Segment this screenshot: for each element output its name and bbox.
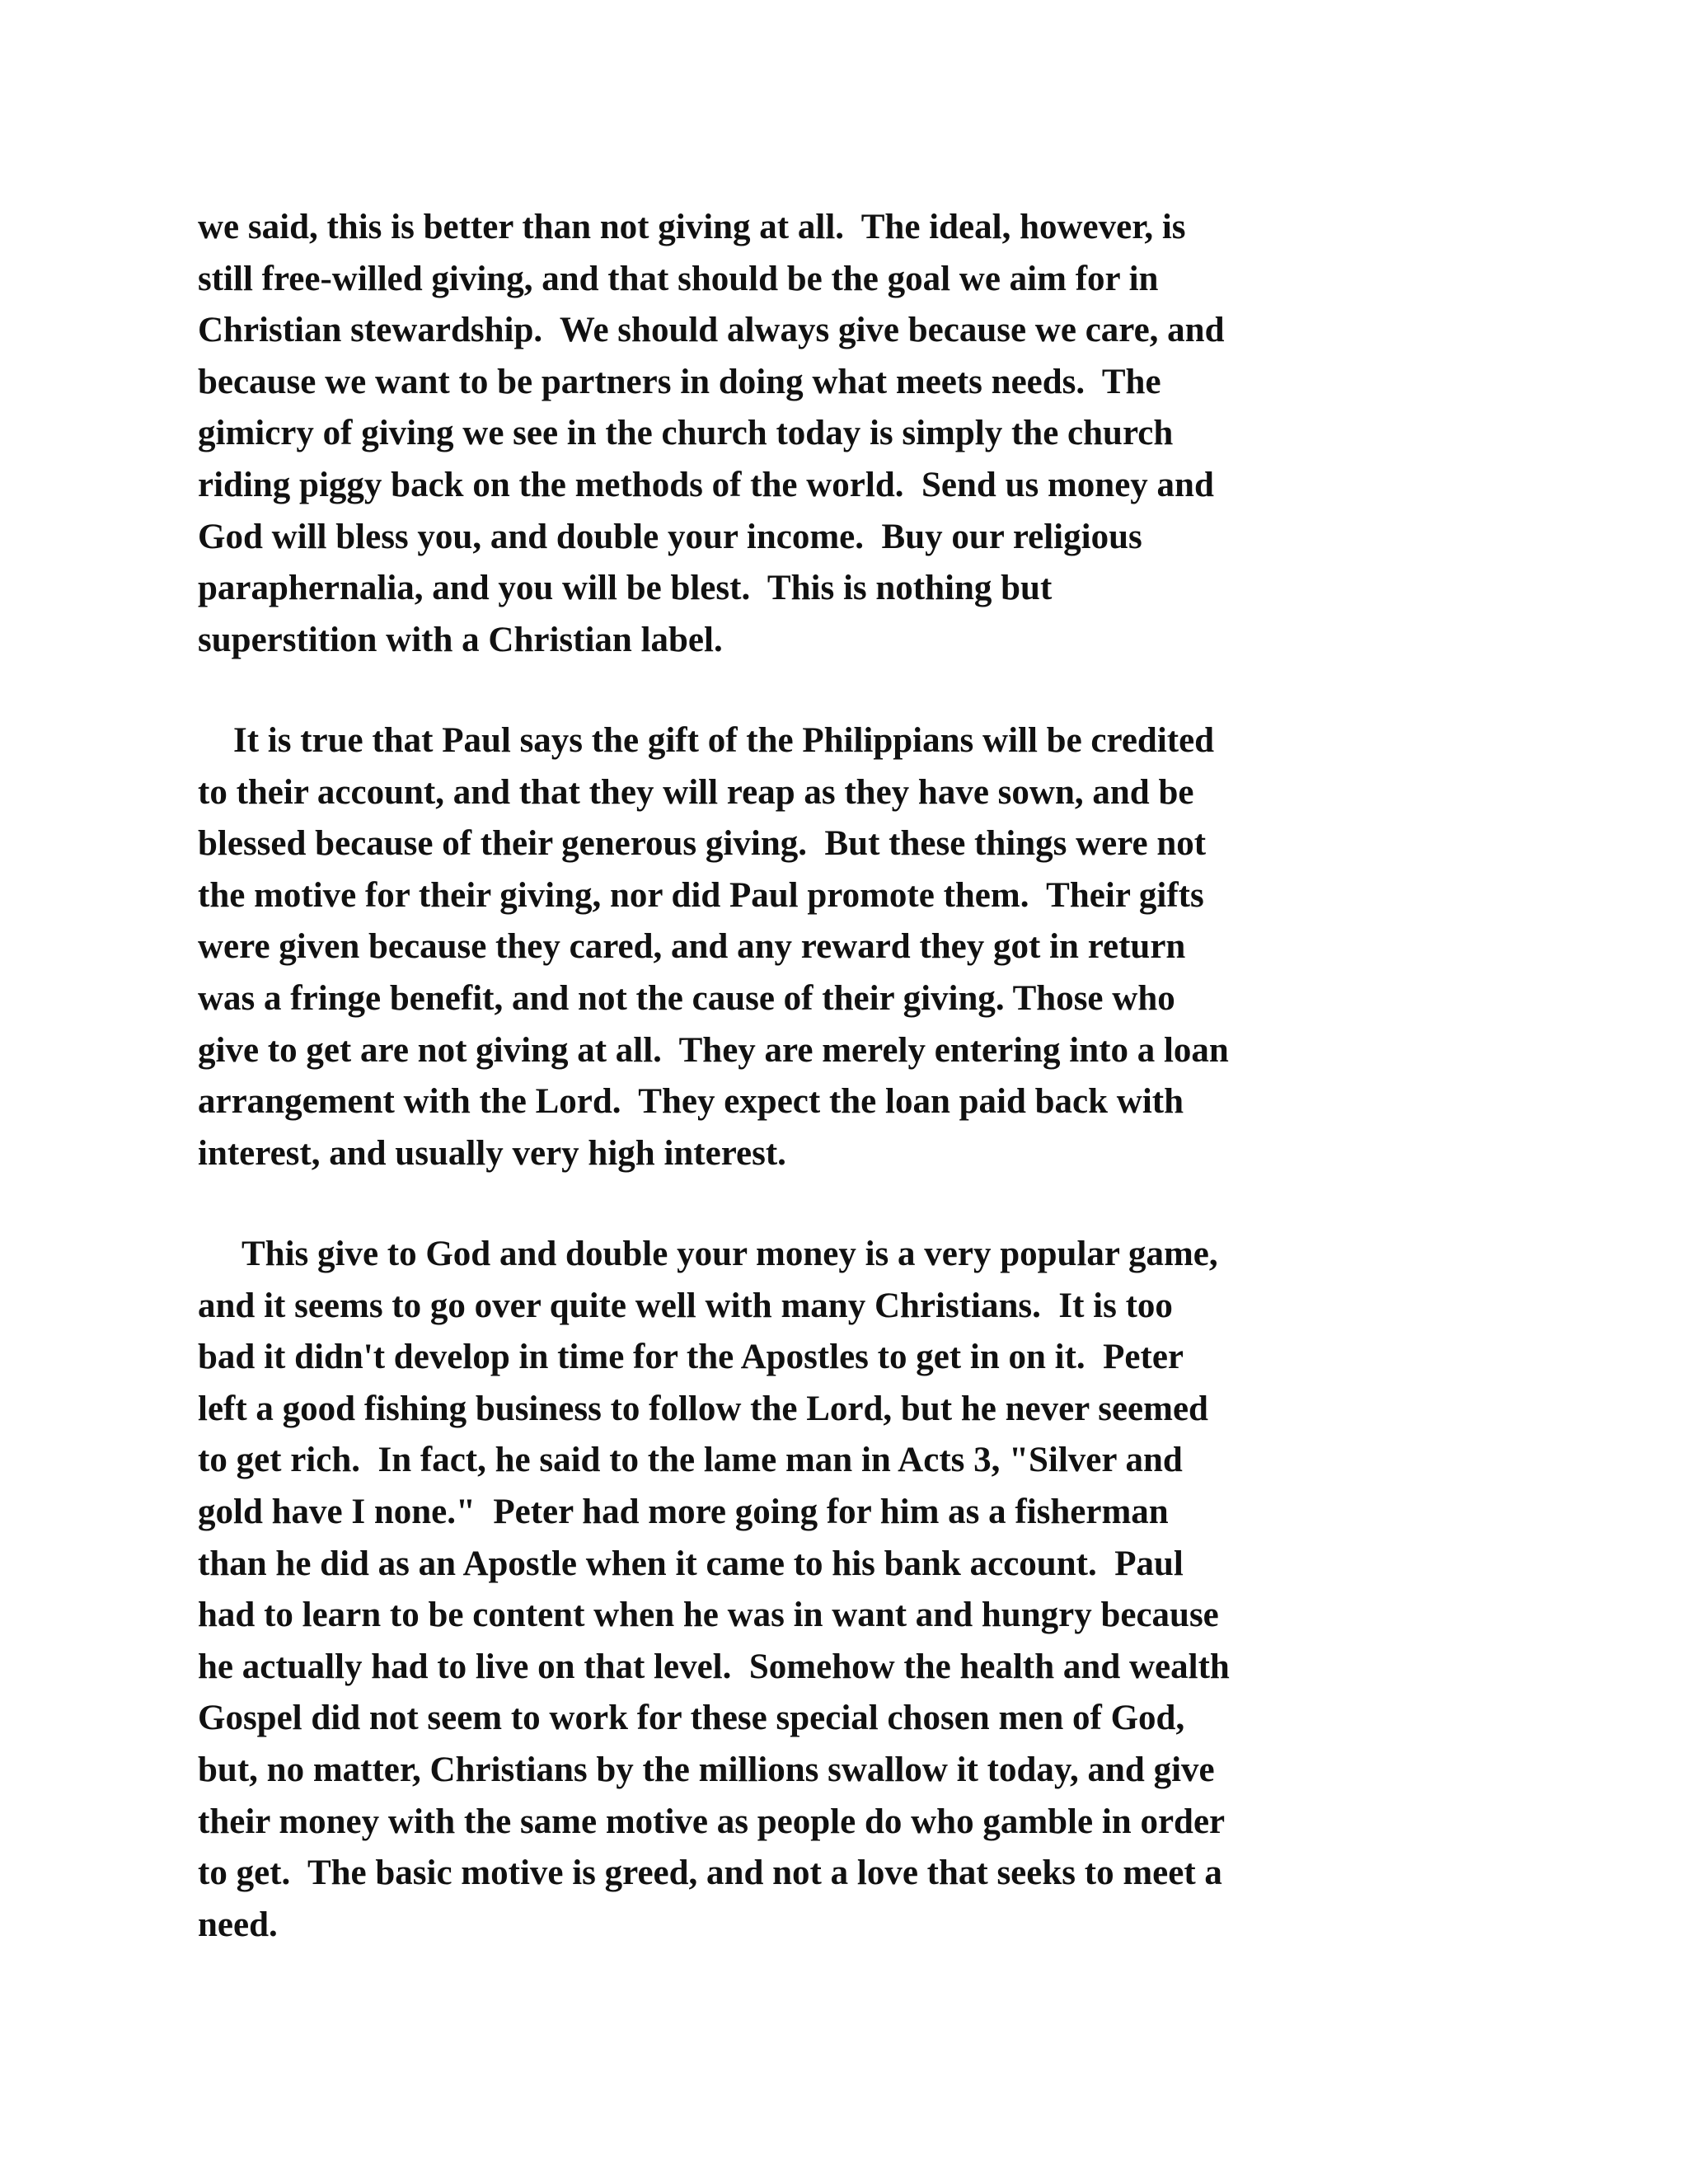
text-line: Gospel did not seem to work for these special chosen men of God, <box>198 1699 1185 1738</box>
text-line: superstition with a Christian label. <box>198 620 723 659</box>
text-line: gold have I none." Peter had more going for him as a fisherman <box>198 1492 1169 1531</box>
text-line: we said, this is better than not giving at all. The ideal, however, is <box>198 208 1186 246</box>
text-line: interest, and usually very high interest. <box>198 1133 786 1173</box>
text-line: left a good fishing business to follow the Lord, but he never seemed <box>198 1389 1208 1428</box>
text-line: still free-willed giving, and that should be the goal we aim for in <box>198 259 1159 298</box>
text-line: because we want to be partners in doing what meets needs. The <box>198 362 1161 401</box>
text-line: but, no matter, Christians by the millions swallow it today, and give <box>198 1750 1215 1789</box>
text-line: God will bless you, and double your income. Buy our religious <box>198 517 1142 556</box>
text-line: and it seems to go over quite well with many Christians. It is too <box>198 1286 1173 1325</box>
paragraph-1 <box>198 202 1500 666</box>
text-line: blessed because of their generous giving. But these things were not <box>198 824 1207 864</box>
text-line: was a fringe benefit, and not the cause of their giving. Those who <box>198 978 1175 1018</box>
text-line: This give to God and double your money is a very popular game, <box>198 1235 1218 1273</box>
text-line: to get rich. In fact, he said to the lame man in Acts 3, "Silver and <box>198 1441 1183 1480</box>
text-line: It is true that Paul says the gift of the Philippians will be credited <box>198 721 1215 760</box>
paragraph-2 <box>198 715 1500 1179</box>
text-line: to get. The basic motive is greed, and not a love that seeks to meet a <box>198 1854 1222 1893</box>
text-line: were given because they cared, and any reward they got in return <box>198 927 1186 967</box>
text-line: paraphernalia, and you will be blest. This is nothing but <box>198 569 1053 608</box>
text-line: riding piggy back on the methods of the world. Send us money and <box>198 465 1214 504</box>
text-line: arrangement with the Lord. They expect the loan paid back with <box>198 1082 1184 1122</box>
text-line: give to get are not giving at all. They are merely entering into a loan <box>198 1030 1229 1070</box>
text-line: gimicry of giving we see in the church today is simply the church <box>198 414 1174 453</box>
text-line: Christian stewardship. We should always give because we care, and <box>198 311 1225 350</box>
text-line: bad it didn't develop in time for the Apostles to get in on it. Peter <box>198 1338 1184 1377</box>
text-line: their money with the same motive as people do who gamble in order <box>198 1802 1226 1841</box>
text-line: than he did as an Apostle when it came to his bank account. Paul <box>198 1544 1184 1583</box>
text-line: need. <box>198 1905 278 1944</box>
text-line: to their account, and that they will reap as they have sown, and be <box>198 772 1194 812</box>
text-line: had to learn to be content when he was in want and hungry because <box>198 1596 1219 1635</box>
text-line: he actually had to live on that level. Somehow the health and wealth <box>198 1647 1230 1686</box>
text-line: the motive for their giving, nor did Paul promote them. Their gifts <box>198 875 1204 915</box>
paragraph-3 <box>198 1229 1500 1951</box>
